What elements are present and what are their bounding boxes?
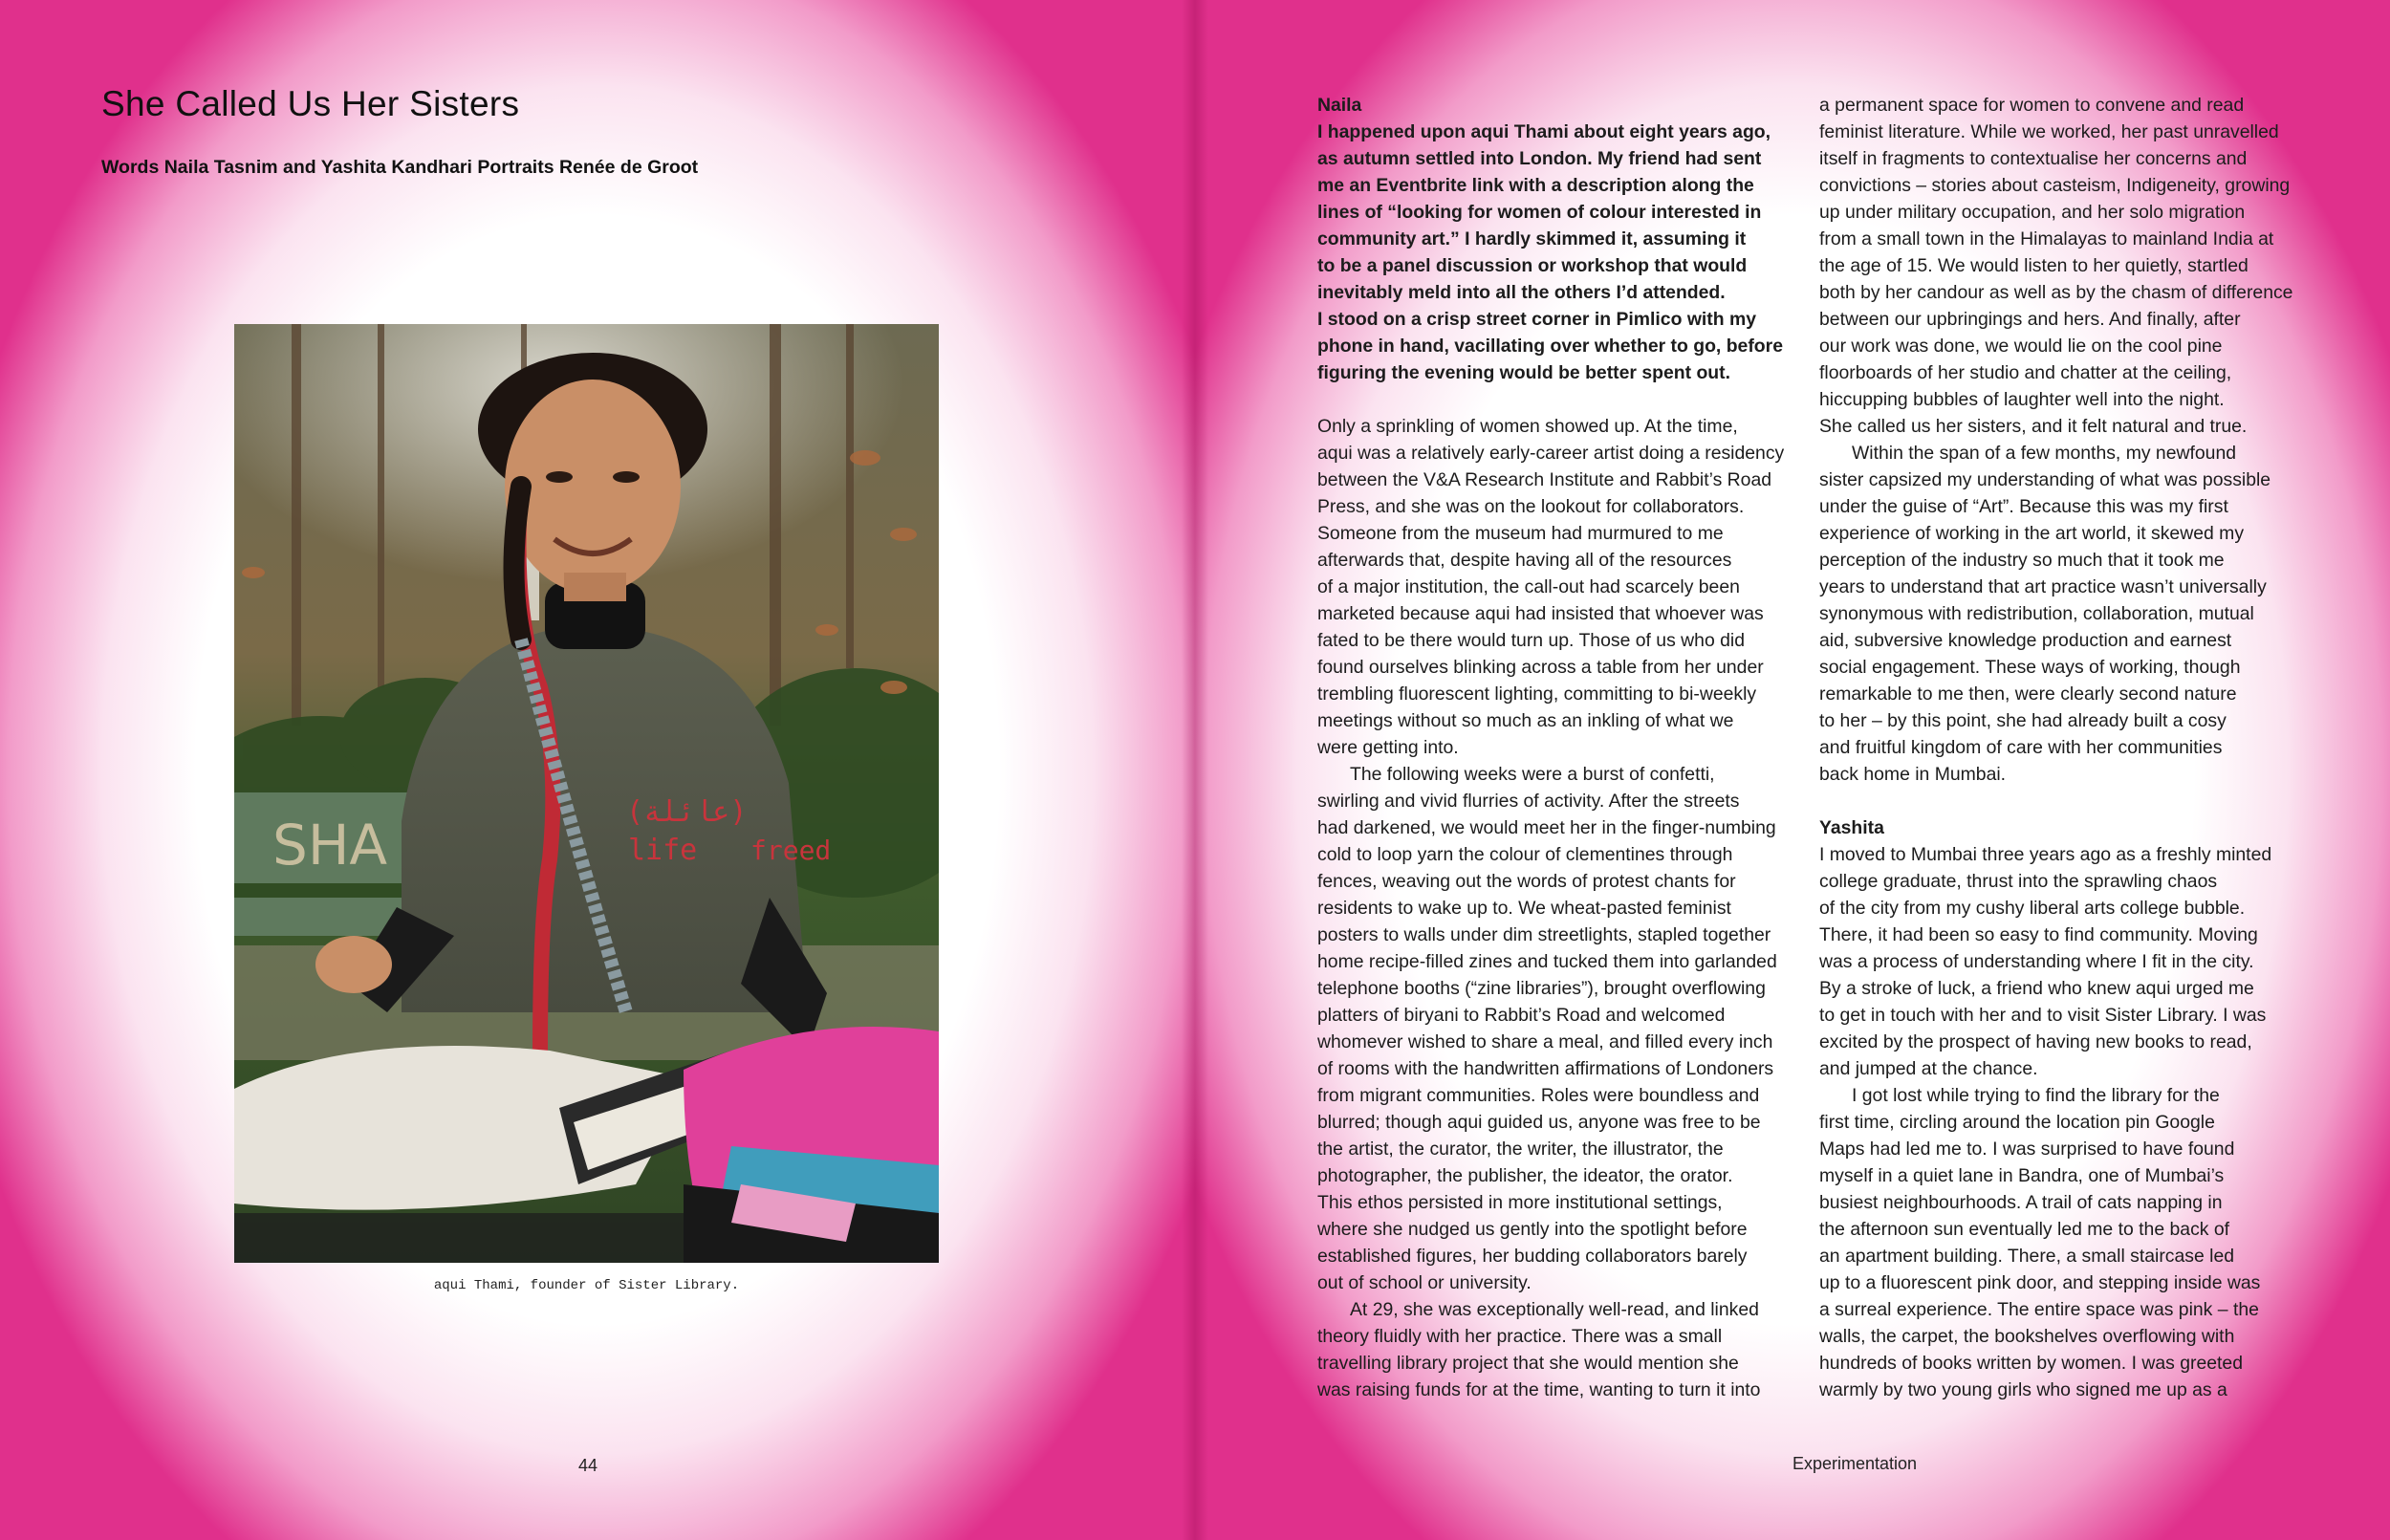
section-heading-yashita: Yashita <box>1819 817 1884 838</box>
shirt-print-line1: (عائلة) <box>626 795 748 829</box>
portrait-photo <box>234 324 939 1263</box>
body-paragraph: I got lost while trying to find the library for the first time, circling around the location pin Google Maps had led me to. I was surprised to have found myself in a quiet lane in Bandra, one of Mumbai’s busiest neighbourhoods. A trail of cats napping in the afternoon sun eventually led me to the back of an apartment building. There, a small staircase led up to a fluorescent pink door, and stepping inside was a surreal experience. The entire space was pink – the walls, the carpet, the bookshelves overflowing with hundreds of books written by women. I was greeted warmly by two young girls who signed me up as a <box>1819 1085 2261 1400</box>
shirt-print-line2: life <box>628 834 698 867</box>
body-paragraph: Only a sprinkling of women showed up. At the time, aqui was a relatively early-career artist doing a residency between the V&A Research Institute and Rabbit’s Road Press, and she was on the lookout for collaborators. Someone from the museum had murmured to me afterwards that, despite having all of the resources of a major institution, the call-out had scarcely been marketed because aqui had insisted that whoever was fated to be there would turn up. Those of us who did found ourselves blinking across a table from her under trembling fluorescent lighting, committing to bi-weekly meetings without so much as an inkling of what we were getting into. <box>1317 416 1785 758</box>
article-title: She Called Us Her Sisters <box>101 84 520 123</box>
body-paragraph: At 29, she was exceptionally well-read, and linked theory fluidly with her practice. There was a small travelling library project that she would mention she was raising funds for at the time, wanting to turn it into <box>1317 1299 1761 1400</box>
section-label: Experimentation <box>1792 1454 1918 1473</box>
spine-gutter <box>1182 0 1208 1540</box>
photo-caption: aqui Thami, founder of Sister Library. <box>433 1278 740 1293</box>
body-paragraph: a permanent space for women to convene and read feminist literature. While we worked, her past unravelled itself in fragments to contextualise her concerns and convictions – stories about casteism, Indigeneity, growing up under military occupation, and her solo migration from a small town in the Himalayas to mainland India at the age of 15. We would listen to her quietly, startled both by her candour as well as by the chasm of difference between our upbringings and hers. And finally, after our work was done, we would lie on the cool pine floorboards of her studio and chatter at the ceiling, hiccupping bubbles of laughter well into the night. She called us her sisters, and it felt natural and true. <box>1819 95 2293 437</box>
body-paragraph: Within the span of a few months, my newfound sister capsized my understanding of what was possible under the guise of “Art”. Because this was my first experience of working in the art world, it skewed my perception of the industry so much that it took me years to understand that art practice wasn’t universally synonymous with redistribution, collaboration, mutual aid, subversive knowledge production and earnest social engagement. These ways of working, though remarkable to me then, were clearly second nature to her – by this point, she had already built a cosy and fruitful kingdom of care with her communities back home in Mumbai. <box>1819 443 2271 785</box>
body-paragraph: I moved to Mumbai three years ago as a freshly minted college graduate, thrust into the sprawling chaos of the city from my cushy liberal arts college bubble. There, it had been so easy to find community. Moving was a process of understanding where I fit in the city. By a stroke of luck, a friend who knew aqui urged me to get in touch with her and to visit Sister Library. I was excited by the prospect of having new books to read, and jumped at the chance. <box>1819 844 2272 1079</box>
intro-paragraph: I happened upon aqui Thami about eight years ago, as autumn settled into London. My friend had sent me an Eventbrite link with a description along the lines of “looking for women of colour interested in community art.” I hardly skimmed it, assuming it to be a panel discussion or workshop that would inevitably meld into all the others I’d attended. I stood on a crisp street corner in Pimlico with my phone in hand, vacillating over whether to go, before figuring the evening would be better spent out. <box>1317 121 1783 383</box>
text-column-left <box>1317 92 1795 1403</box>
bench-graffiti: SHA <box>272 813 388 878</box>
page-number: 44 <box>577 1456 598 1475</box>
article-credits: Words Naila Tasnim and Yashita Kandhari Portraits Renée de Groot <box>101 157 699 178</box>
right-page <box>1195 0 2390 1540</box>
shirt-print-line3: freed <box>750 835 832 866</box>
text-column-right <box>1819 92 2302 1403</box>
section-heading-naila: Naila <box>1317 95 1362 116</box>
body-paragraph: The following weeks were a burst of confetti, swirling and vivid flurries of activity. After the streets had darkened, we would meet her in the finger-numbing cold to loop yarn the colour of clementines through fences, weaving out the words of protest chants for residents to wake up to. We wheat-pasted feminist posters to walls under dim streetlights, stapled together home recipe-filled zines and tucked them into garlanded telephone booths (“zine libraries”), brought overflowing platters of biryani to Rabbit’s Road and welcomed whomever wished to share a meal, and filled every inch of rooms with the handwritten affirmations of Londoners from migrant communities. Roles were boundless and blurred; though aqui guided us, anyone was free to be the artist, the curator, the writer, the illustrator, the photographer, the publisher, the ideator, the orator. This ethos persisted in more institutional settings, where she nudged us gently into the spotlight before established figures, her budding collaborators barely out of school or university. <box>1317 764 1777 1293</box>
portrait-illustration <box>234 324 939 1263</box>
